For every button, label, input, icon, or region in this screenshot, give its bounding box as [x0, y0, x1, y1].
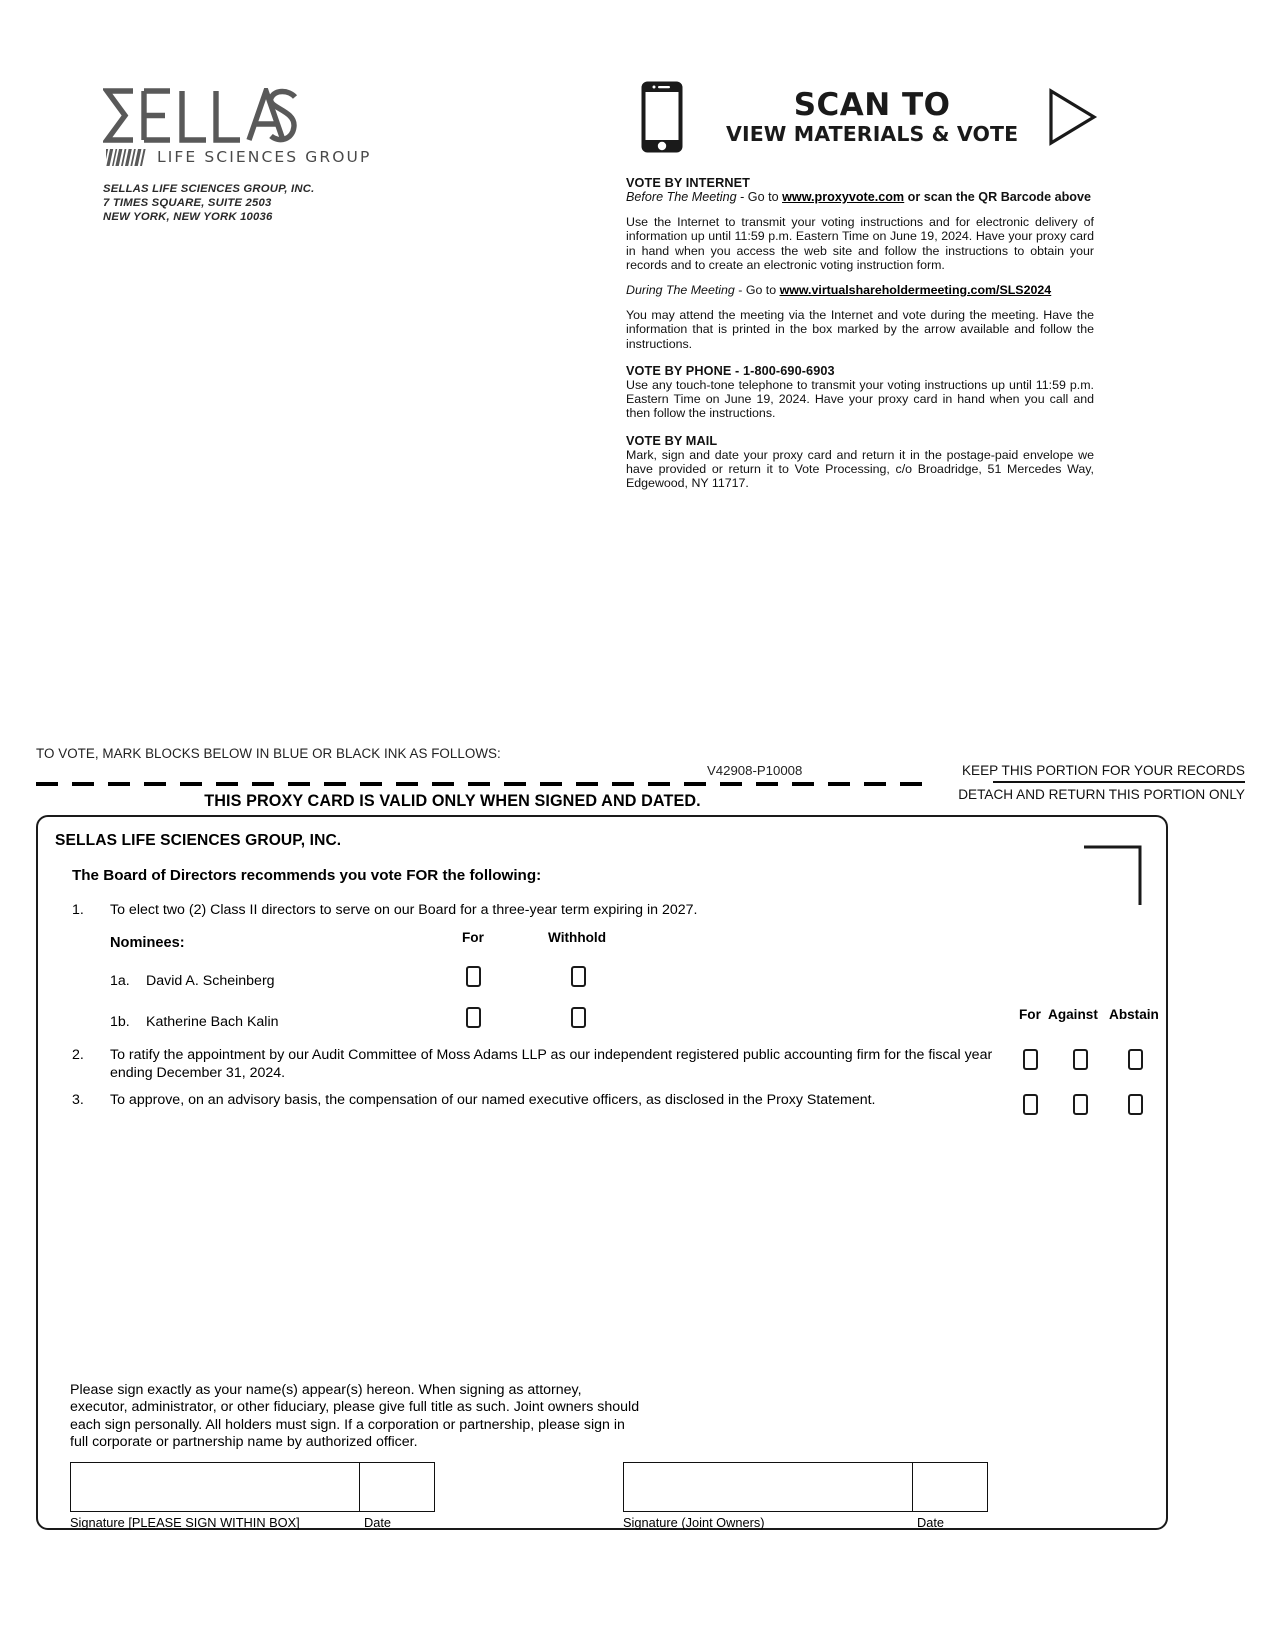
- date-input-primary[interactable]: [360, 1462, 435, 1512]
- date-label-joint: Date: [917, 1515, 945, 1530]
- signature-label-primary: Signature [PLEASE SIGN WITHIN BOX]: [70, 1515, 300, 1530]
- detach-return-label: DETACH AND RETURN THIS PORTION ONLY: [958, 787, 1245, 802]
- voting-instructions: [626, 176, 1094, 490]
- nominee-col-withhold-header: Withhold: [548, 930, 607, 945]
- nominee-1b-name: Katherine Bach Kalin: [146, 1014, 279, 1030]
- checkbox-2-against[interactable]: [1073, 1049, 1088, 1070]
- signature-row: [70, 1462, 1140, 1532]
- date-label-primary: Date: [364, 1515, 392, 1530]
- proposal-3-text: To approve, on an advisory basis, the compensation of our named executive officers, as disclosed in the Proxy Statement.: [110, 1092, 876, 1108]
- proxy-card: [36, 815, 1168, 1530]
- checkbox-1b-for[interactable]: [466, 1007, 481, 1028]
- col-against-header: Against: [1048, 1007, 1098, 1022]
- address-line-2: 7 TIMES SQUARE, SUITE 2503: [103, 197, 272, 210]
- vote-by-mail-body: Mark, sign and date your proxy card and return it in the postage-paid envelope we have provided or return it to Vote Processing, c/o Broadridge, 51 Mercedes Way, Edgewood, NY 11717.: [626, 447, 1094, 491]
- company-logo: [103, 88, 433, 225]
- barcode-mark-icon: [106, 149, 148, 166]
- during-meeting-dash: - Go to: [734, 283, 780, 297]
- board-recommendation: The Board of Directors recommends you vote FOR the following:: [72, 867, 542, 884]
- scan-banner-line1: SCAN TO: [793, 87, 951, 123]
- address-line-3: NEW YORK, NEW YORK 10036: [103, 211, 273, 224]
- detach-dashed-line: [36, 782, 924, 786]
- proposal-3-number: 3.: [72, 1092, 84, 1108]
- triangle-right-icon: [1048, 88, 1098, 146]
- col-abstain-header: Abstain: [1109, 1007, 1159, 1022]
- checkbox-2-abstain[interactable]: [1128, 1049, 1143, 1070]
- proposal-3: [72, 1092, 1002, 1110]
- scan-banner-text: [726, 88, 1018, 146]
- proposal-1-text: To elect two (2) Class II directors to serve on our Board for a three-year term expiring in 2027.: [110, 902, 698, 918]
- signature-group-primary: [70, 1462, 439, 1530]
- keep-portion-rule: [993, 781, 1245, 783]
- nominee-row-1a: [110, 973, 275, 989]
- during-meeting-line: [626, 283, 1094, 297]
- nominees-label: Nominees:: [110, 935, 185, 951]
- card-company-title: SELLAS LIFE SCIENCES GROUP, INC.: [55, 832, 342, 849]
- nominee-row-1b: [110, 1014, 279, 1030]
- checkbox-3-against[interactable]: [1073, 1094, 1088, 1115]
- signature-instructions: Please sign exactly as your name(s) appear(s) hereon. When signing as attorney, executor, administrator, or other fiduciary, please give full title as such. Joint owners should each sign personally. All holders must sign. If a corporation or partnership, please sign in full corporate or partnership name by authorized officer.: [70, 1382, 640, 1451]
- checkbox-2-for[interactable]: [1023, 1049, 1038, 1070]
- nominee-1a-id: 1a.: [110, 973, 130, 989]
- signature-group-joint: [623, 1462, 992, 1530]
- proxy-valid-note: THIS PROXY CARD IS VALID ONLY WHEN SIGNED AND DATED.: [204, 792, 701, 810]
- before-meeting-line: [626, 190, 1094, 204]
- signature-input-primary[interactable]: [70, 1462, 360, 1512]
- proposal-2-number: 2.: [72, 1047, 84, 1063]
- checkbox-3-abstain[interactable]: [1128, 1094, 1143, 1115]
- nominee-col-for-header: For: [462, 930, 484, 945]
- logo-tagline-text: LIFE SCIENCES GROUP: [157, 148, 372, 166]
- vote-by-internet-heading: VOTE BY INTERNET: [626, 176, 751, 190]
- vote-by-phone-body: Use any touch-tone telephone to transmit your voting instructions up until 11:59 p.m. Eastern Time on June 19, 2024. Have your proxy card in hand when you call and then follow the instructions.: [626, 377, 1094, 421]
- company-address: [103, 182, 433, 225]
- mark-blocks-note: TO VOTE, MARK BLOCKS BELOW IN BLUE OR BLACK INK AS FOLLOWS:: [36, 746, 501, 761]
- vote-by-mail-heading: VOTE BY MAIL: [626, 433, 718, 448]
- sellas-wordmark-icon: [103, 88, 299, 144]
- proposal-1: [72, 902, 1052, 920]
- scan-to-banner: [640, 80, 1098, 154]
- control-number: V42908-P10008: [707, 763, 803, 778]
- address-line-1: SELLAS LIFE SCIENCES GROUP, INC.: [103, 183, 315, 195]
- before-meeting-dash: - Go to: [736, 190, 783, 205]
- nominee-1b-id: 1b.: [110, 1014, 130, 1030]
- internet-before-body: Use the Internet to transmit your voting instructions and for electronic delivery of information up until 11:59 p.m. Eastern Time on June 19, 2024. Have your proxy card in hand when you access the web site and follow the instructions to obtain your records and to create an electronic voting instruction form.: [626, 215, 1094, 272]
- checkbox-1a-withhold[interactable]: [571, 966, 586, 987]
- voting-control-arrow-icon: [1082, 845, 1144, 907]
- signature-label-joint: Signature (Joint Owners): [623, 1515, 765, 1530]
- before-meeting-suffix: or scan the QR Barcode above: [904, 190, 1091, 205]
- proposal-1-number: 1.: [72, 902, 84, 918]
- vote-by-phone-heading: VOTE BY PHONE - 1-800-690-6903: [626, 363, 835, 378]
- col-for-header: For: [1019, 1007, 1041, 1022]
- mobile-phone-icon: [640, 80, 684, 154]
- signature-input-joint[interactable]: [623, 1462, 913, 1512]
- proposal-2-text: To ratify the appointment by our Audit Committee of Moss Adams LLP as our independent registered public accounting firm for the fiscal year ending December 31, 2024.: [110, 1047, 993, 1081]
- internet-during-body: You may attend the meeting via the Internet and vote during the meeting. Have the information that is printed in the box marked by the arrow available and follow the instructions.: [626, 308, 1094, 351]
- before-meeting-label: Before The Meeting: [626, 190, 737, 205]
- logo-tagline-row: [106, 148, 433, 166]
- proposal-2: [72, 1047, 1002, 1082]
- scan-banner-line2: VIEW MATERIALS & VOTE: [726, 122, 1019, 146]
- during-meeting-label: During The Meeting: [626, 283, 735, 297]
- date-input-joint[interactable]: [913, 1462, 988, 1512]
- checkbox-1a-for[interactable]: [466, 966, 481, 987]
- nominee-1a-name: David A. Scheinberg: [146, 973, 275, 989]
- checkbox-1b-withhold[interactable]: [571, 1007, 586, 1028]
- virtual-meeting-link[interactable]: www.virtualshareholdermeeting.com/SLS2024: [779, 283, 1052, 297]
- checkbox-3-for[interactable]: [1023, 1094, 1038, 1115]
- keep-portion-label: KEEP THIS PORTION FOR YOUR RECORDS: [961, 763, 1245, 778]
- proxyvote-link[interactable]: www.proxyvote.com: [782, 190, 905, 205]
